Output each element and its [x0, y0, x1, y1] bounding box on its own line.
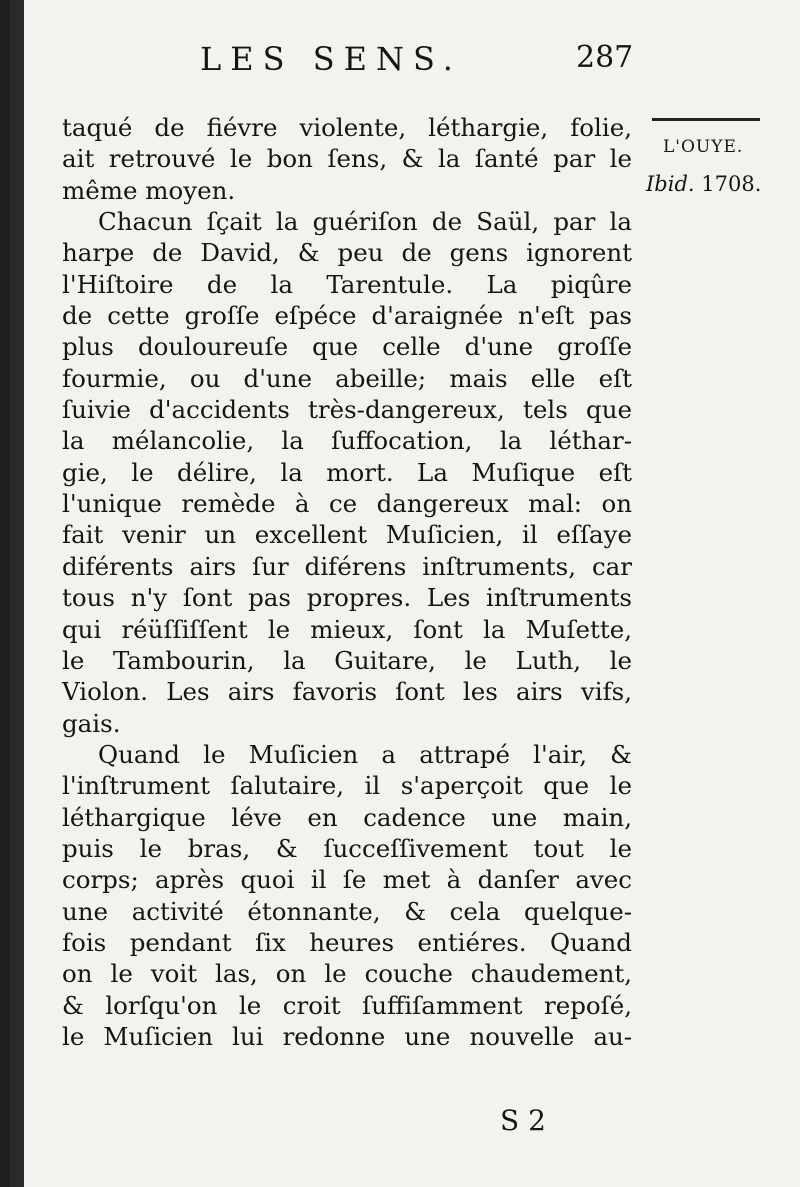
text-line: ait retrouvé le bon ſens, & la ſanté par le — [62, 144, 632, 174]
body-text — [62, 112, 632, 1052]
text-line: taqué de fiévre violente, léthargie, folie, — [62, 113, 632, 142]
text-line: tous n'y ſont pas propres. Les inſtruments — [62, 583, 632, 613]
margin-note-ibid: Ibid. — [646, 172, 695, 196]
text-line: Chacun ſçait la guériſon de Saül, par la — [98, 207, 632, 237]
text-line: le Tambourin, la Guitare, le Luth, le — [62, 645, 632, 675]
text-line: gie, le délire, la mort. La Muſique eſt — [62, 457, 632, 487]
text-line: même moyen. — [62, 175, 236, 205]
text-line: corps; après quoi il ſe met à danſer avec — [62, 865, 632, 895]
text-line: ſuivie d'accidents très-dangereux, tels que — [62, 395, 632, 425]
text-line: l'Hiſtoire de la Tarentule. La piqûre — [62, 269, 632, 299]
text-line: léthargique léve en cadence une main, — [62, 802, 632, 832]
margin-rule — [652, 118, 760, 121]
text-line: Quand le Muſicien a attrapé l'air, & — [98, 739, 632, 769]
text-line: fourmie, ou d'une abeille; mais elle eſt — [62, 363, 632, 393]
margin-note-year: 1708. — [694, 172, 762, 196]
margin-note-reference — [646, 172, 761, 196]
text-line: on le voit las, on le couche chaudement, — [62, 959, 632, 989]
text-line: l'inſtrument ſalutaire, il s'aperçoit que le — [62, 771, 632, 801]
page-gutter-shadow — [10, 0, 24, 1187]
page-number: 287 — [576, 40, 634, 75]
text-line: Violon. Les airs favoris ſont les airs vifs, — [62, 677, 632, 707]
text-line: fois pendant ſix heures entiéres. Quand — [62, 927, 632, 957]
text-line: de cette groſſe eſpéce d'araignée n'eſt pas — [62, 301, 632, 331]
text-line: une activité étonnante, & cela quelque- — [62, 896, 632, 926]
text-line: puis le bras, & ſucceſſivement tout le — [62, 833, 632, 863]
text-line: gais. — [62, 708, 121, 738]
running-head: LES SENS. — [200, 40, 462, 78]
text-line: la mélancolie, la ſuffocation, la léthar- — [62, 426, 632, 456]
text-line: le Muſicien lui redonne une nouvelle au- — [62, 1021, 632, 1051]
text-line: qui réüſſiſſent le mieux, ſont la Muſette, — [62, 614, 632, 644]
text-line: harpe de David, & peu de gens ignorent — [62, 238, 632, 268]
text-line: plus douloureuſe que celle d'une groſſe — [62, 332, 632, 362]
book-page — [10, 0, 800, 1187]
text-line: fait venir un excellent Muſicien, il eſſaye — [62, 520, 632, 550]
text-line: l'unique remède à ce dangereux mal: on — [62, 489, 632, 519]
margin-note-section: L'OUYE. — [663, 137, 744, 157]
text-line: & lorſqu'on le croit ſuffiſamment repoſé, — [62, 990, 632, 1020]
text-line: diférents airs ſur diférens inſtruments, car — [62, 551, 632, 581]
signature-mark: S 2 — [500, 1104, 546, 1137]
